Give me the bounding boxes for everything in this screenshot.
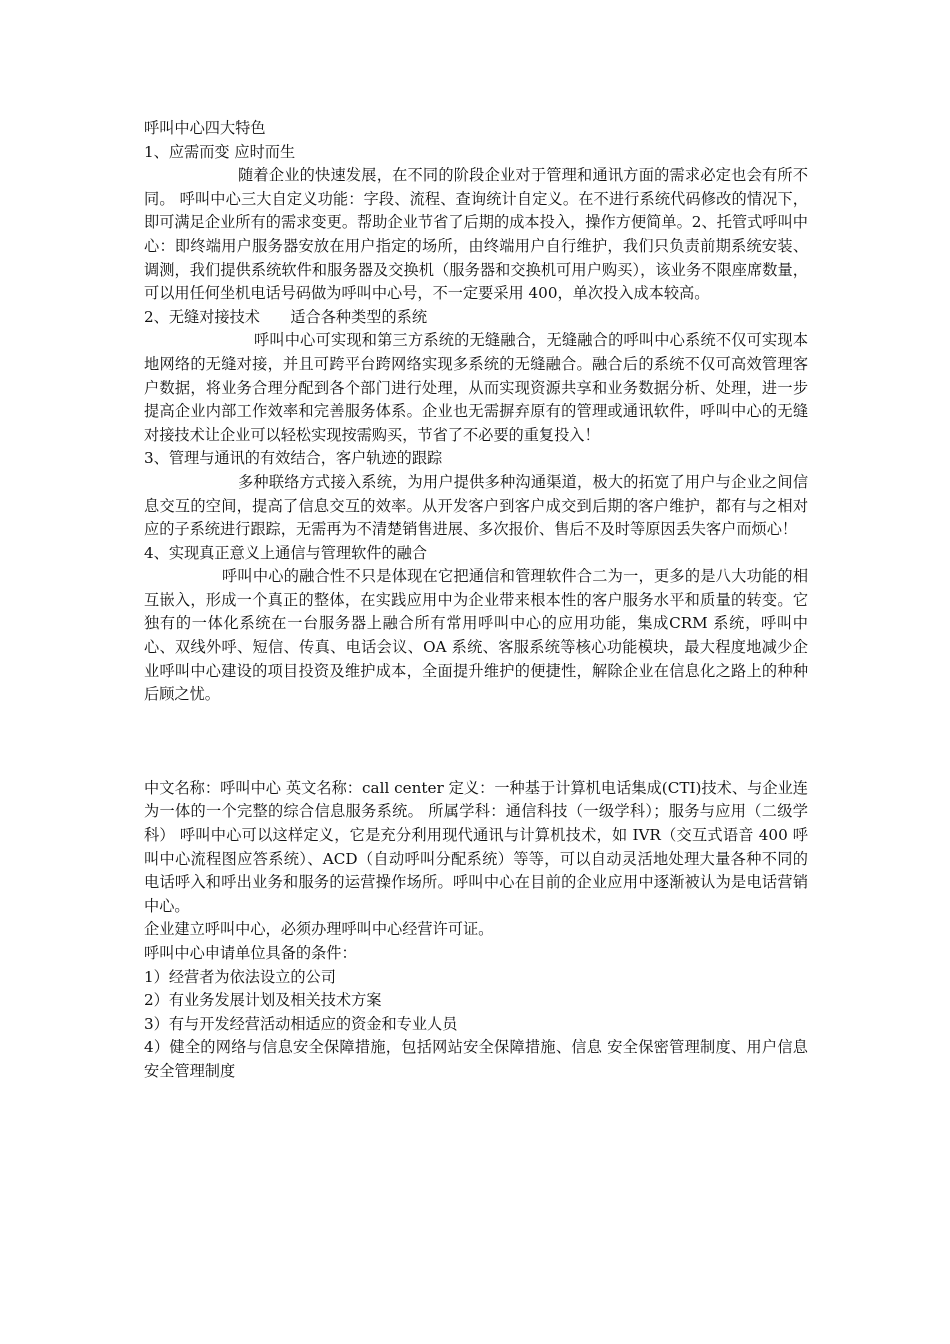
definition-paragraph: 中文名称：呼叫中心 英文名称：call center 定义：一种基于计算机电话集成(CTI)技术、与企业连为一体的一个完整的综合信息服务系统。 所属学科：通信科技（一级学科）；服务与应用（二级学科） 呼叫中心可以这样定义，它是充分利用现代通讯与计算机技术，如 IVR（交互式语音 400 呼叫中心流程图应答系统）、ACD（自动呼叫分配系统）等等，可以自动灵活地处理大量各种不同的电话呼入和呼出业务和服务的运营操作场所。呼叫中心在目前的企业应用中逐渐被认为是电话营销中心。 [144,778,808,915]
condition-item-1: 1）经营者为依法设立的公司 [144,967,336,986]
section-3-heading: 3、管理与通讯的有效结合，客户轨迹的跟踪 [144,449,443,468]
conditions-title: 呼叫中心申请单位具备的条件： [144,944,357,962]
section-4-heading: 4、实现真正意义上通信与管理软件的融合 [144,543,428,562]
section-2-body: 呼叫中心可实现和第三方系统的无缝融合，无缝融合的呼叫中心系统不仅可实现本地网络的无缝对接，并且可跨平台跨网络实现多系统的无缝融合。融合后的系统不仅可高效管理客户数据，将业务合理分配到各个部门进行处理，从而实现资源共享和业务数据分析、处理，进一步提高企业内部工作效率和完善服务体系。企业也无需摒弃原有的管理或通讯软件，呼叫中心的无缝对接技术让企业可以轻松实现按需购买，节省了不必要的重复投入！ [144,331,808,444]
condition-item-2: 2）有业务发展计划及相关技术方案 [144,991,382,1010]
blank-spacer [144,707,808,777]
section-2-heading: 2、无缝对接技术 适合各种类型的系统 [144,307,428,326]
condition-item-4: 4）健全的网络与信息安全保障措施，包括网站安全保障措施、信息 安全保密管理制度、用户信息安全管理制度 [144,1038,808,1080]
document-title: 呼叫中心四大特色 [144,119,266,137]
section-3-body: 多种联络方式接入系统，为用户提供多种沟通渠道，极大的拓宽了用户与企业之间信息交互的空间，提高了信息交互的效率。从开发客户到客户成交到后期的客户维护，都有与之相对应的子系统进行跟踪，无需再为不清楚销售进展、多次报价、售后不及时等原因丢失客户而烦心！ [144,472,808,539]
document-page [144,117,808,1084]
section-4-body: 呼叫中心的融合性不只是体现在它把通信和管理软件合二为一，更多的是八大功能的相互嵌入，形成一个真正的整体，在实践应用中为企业带来根本性的客户服务水平和质量的转变。它独有的一体化系统在一台服务器上融合所有常用呼叫中心的应用功能，集成CRM 系统，呼叫中心、双线外呼、短信、传真、电话会议、OA 系统、客服系统等核心功能模块，最大程度地减少企业呼叫中心建设的项目投资及维护成本，全面提升维护的便捷性，解除企业在信息化之路上的种种后顾之忧。 [144,567,808,704]
license-line: 企业建立呼叫中心，必须办理呼叫中心经营许可证。 [144,920,494,939]
condition-item-3: 3）有与开发经营活动相适应的资金和专业人员 [144,1014,458,1033]
section-1-heading: 1、应需而变 应时而生 [144,142,296,161]
section-1-body: 随着企业的快速发展，在不同的阶段企业对于管理和通讯方面的需求必定也会有所不同。 呼叫中心三大自定义功能：字段、流程、查询统计自定义。在不进行系统代码修改的情况下，即可满足企业所有的需求变更。帮助企业节省了后期的成本投入，操作方便简单。2、托管式呼叫中心：即终端用户服务器安放在用户指定的场所，由终端用户自行维护，我们只负责前期系统安装、调测，我们提供系统软件和服务器及交换机（服务器和交换机可用户购买），该业务不限座席数量，可以用任何坐机电话号码做为呼叫中心号，不一定要采用 400，单次投入成本较高。 [144,166,808,303]
